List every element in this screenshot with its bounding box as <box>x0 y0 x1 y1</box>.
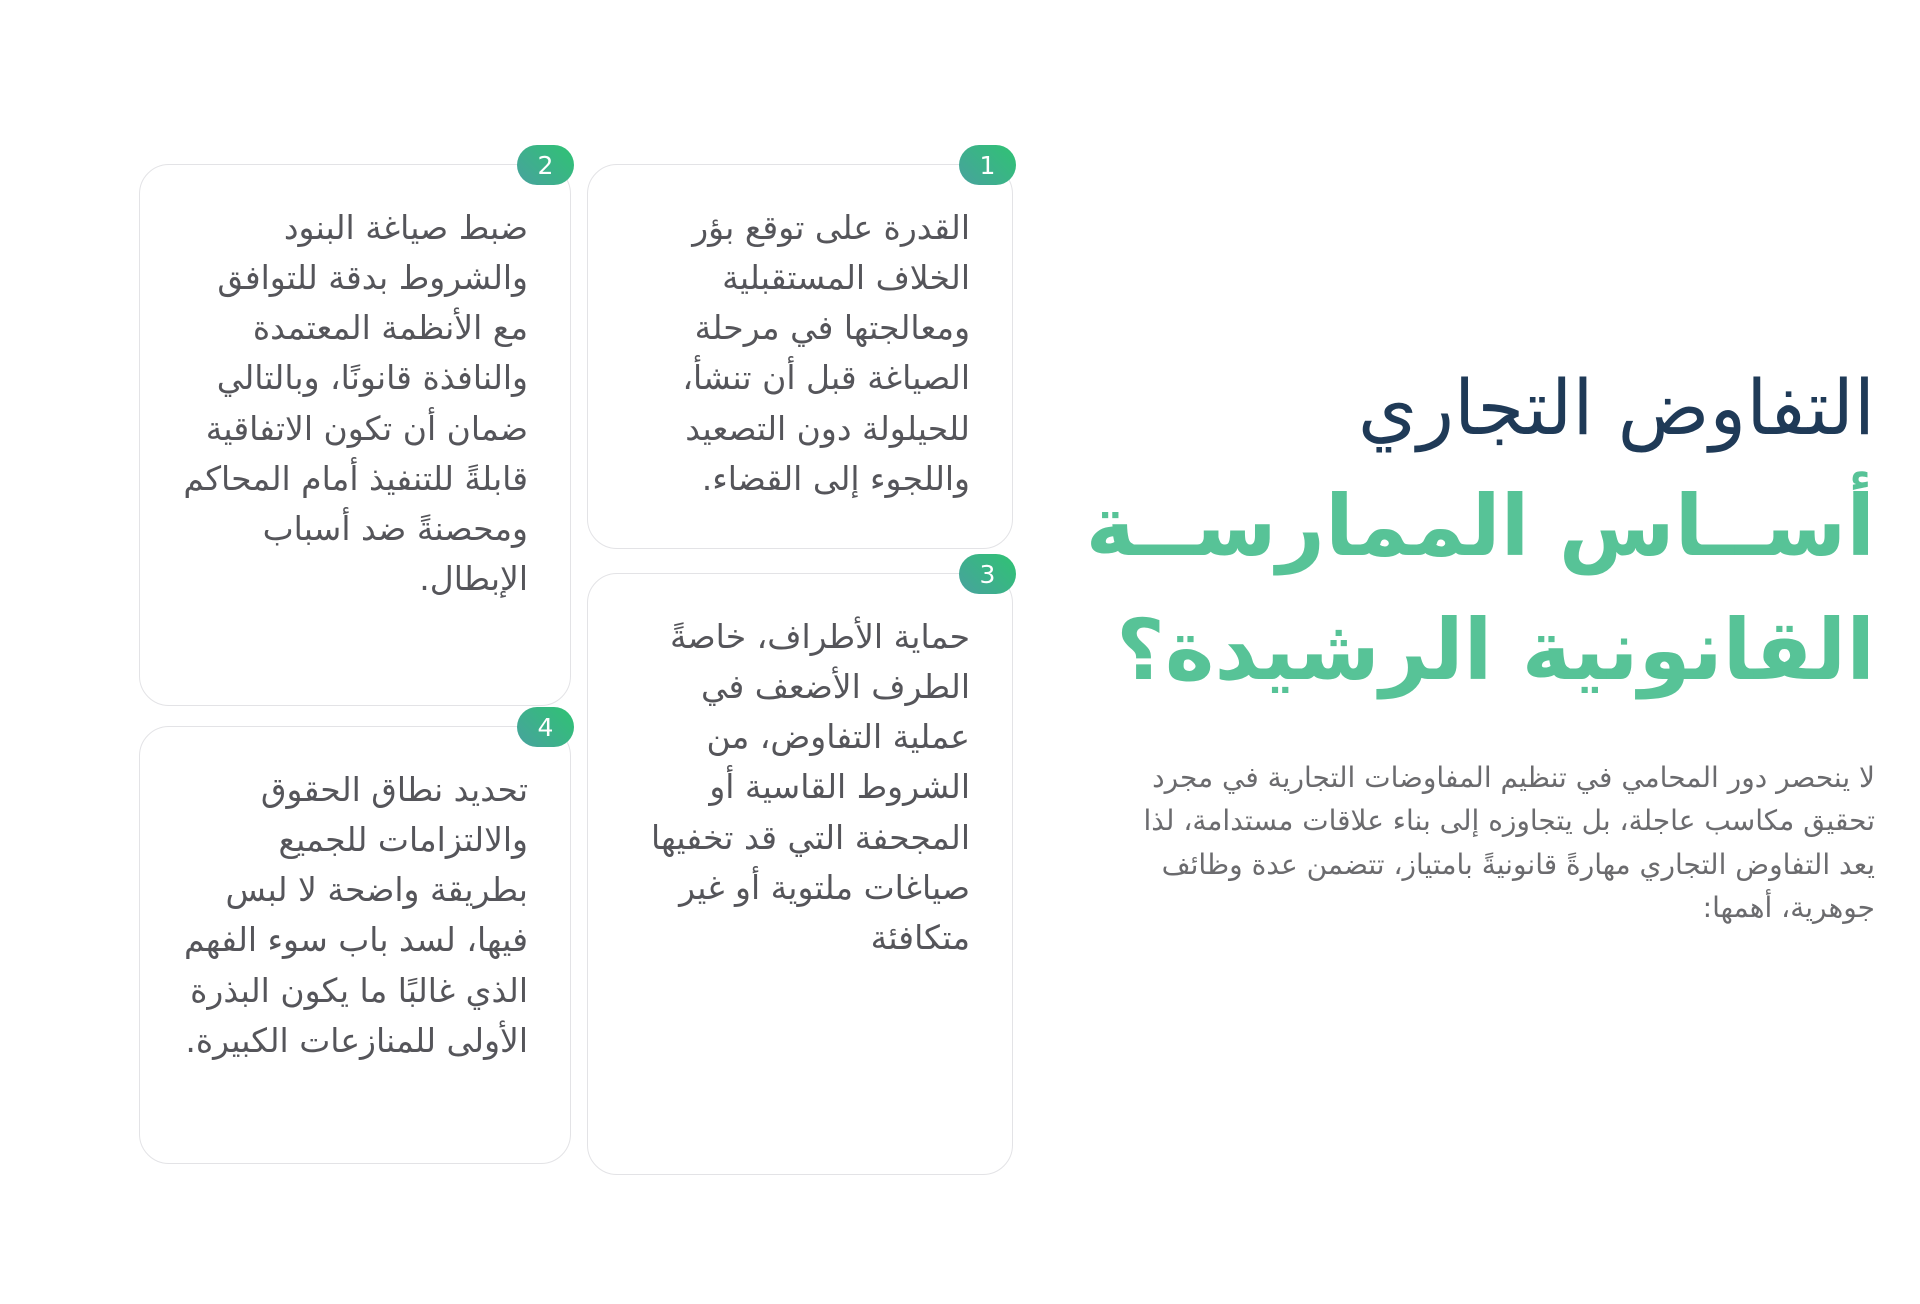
title-line-primary: التفاوض التجاري <box>1357 363 1875 452</box>
card-2 <box>139 150 571 706</box>
card-3 <box>587 559 1013 1175</box>
card-text-1: القدرة على توقع بؤر الخلاف المستقبلية ومعالجتها في مرحلة الصياغة قبل أن تنشأ، للحيلولة دون التصعيد واللجوء إلى القضاء. <box>682 208 970 498</box>
card-text-4: تحديد نطاق الحقوق والالتزامات للجميع بطريقة واضحة لا لبس فيها، لسد باب سوء الفهم الذي غالبًا ما يكون البذرة الأولى للمنازعات الكبيرة. <box>183 770 528 1060</box>
title-line-accent-1: أســاس الممارســة <box>1085 477 1875 575</box>
page-title <box>1085 352 1875 712</box>
intro-section <box>1085 352 1875 930</box>
card-1 <box>587 150 1013 549</box>
title-line-accent-2: القانونية الرشيدة؟ <box>1116 601 1875 699</box>
card-text-2: ضبط صياغة البنود والشروط بدقة للتوافق مع الأنظمة المعتمدة والنافذة قانونًا، وبالتالي ضمان أن تكون الاتفاقية قابلةً للتنفيذ أمام المحاكم ومحصنةً ضد أسباب الإبطال. <box>183 208 528 599</box>
card-number-badge-3: 3 <box>959 554 1016 594</box>
card-text-3: حماية الأطراف، خاصةً الطرف الأضعف في عملية التفاوض، من الشروط القاسية أو المجحفة التي قد تخفيها صياغات ملتوية أو غير متكافئة <box>651 617 970 957</box>
card-number-badge-1: 1 <box>959 145 1016 185</box>
card-number-badge-4: 4 <box>517 707 574 747</box>
card-number-badge-2: 2 <box>517 145 574 185</box>
intro-paragraph: لا ينحصر دور المحامي في تنظيم المفاوضات التجارية في مجرد تحقيق مكاسب عاجلة، بل يتجاوزه إلى بناء علاقات مستدامة، لذا يعد التفاوض التجاري مهارةً قانونيةً بامتياز، تتضمن عدة وظائف جوهرية، أهمها: <box>1143 761 1875 925</box>
card-4 <box>139 712 571 1164</box>
